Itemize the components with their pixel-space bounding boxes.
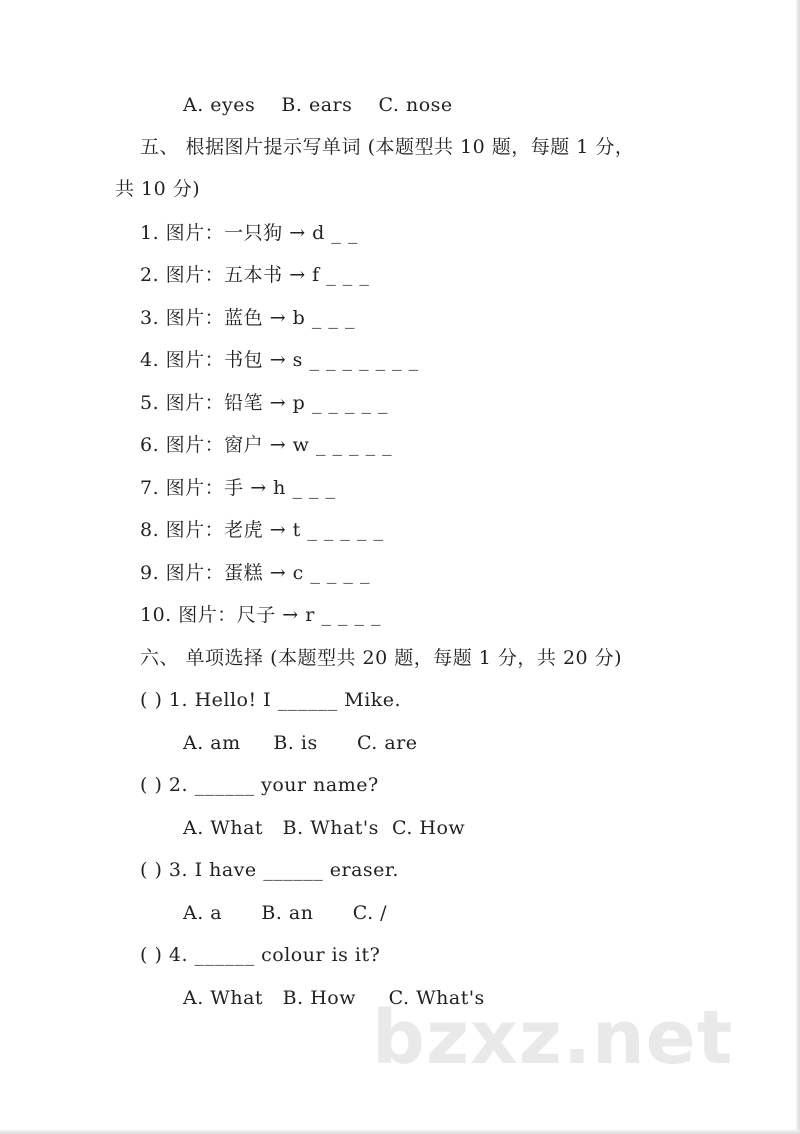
options-line: A. am B. is C. are bbox=[183, 732, 418, 754]
section-five-heading-cont: 共 10 分) bbox=[115, 178, 201, 200]
word-item: 7. 图片：手 → h _ _ _ bbox=[140, 477, 336, 499]
options-line: A. What B. How C. What's bbox=[183, 987, 485, 1009]
options-line: A. eyes B. ears C. nose bbox=[183, 94, 453, 116]
question-line: ( ) 4. ______ colour is it? bbox=[140, 944, 381, 966]
section-six-heading: 六、 单项选择 (本题型共 20 题，每题 1 分，共 20 分) bbox=[140, 647, 623, 669]
word-item: 8. 图片：老虎 → t _ _ _ _ _ bbox=[140, 519, 384, 541]
question-line: ( ) 2. ______ your name? bbox=[140, 774, 379, 796]
watermark: bzxz.net bbox=[372, 995, 734, 1081]
word-item: 1. 图片：一只狗 → d _ _ bbox=[140, 222, 358, 244]
page-edge-right bbox=[796, 0, 800, 1134]
word-item: 4. 图片：书包 → s _ _ _ _ _ _ _ bbox=[140, 349, 419, 371]
word-item: 2. 图片：五本书 → f _ _ _ bbox=[140, 264, 370, 286]
options-line: A. a B. an C. / bbox=[183, 902, 388, 924]
word-item: 9. 图片：蛋糕 → c _ _ _ _ bbox=[140, 562, 370, 584]
word-item: 10. 图片：尺子 → r _ _ _ _ bbox=[140, 604, 381, 626]
section-five-heading: 五、 根据图片提示写单词 (本题型共 10 题，每题 1 分， bbox=[140, 136, 635, 158]
word-item: 3. 图片：蓝色 → b _ _ _ bbox=[140, 307, 355, 329]
word-item: 5. 图片：铅笔 → p _ _ _ _ _ bbox=[140, 392, 389, 414]
page-edge-bottom bbox=[0, 1130, 800, 1134]
question-line: ( ) 1. Hello! I ______ Mike. bbox=[140, 689, 402, 711]
options-line: A. What B. What's C. How bbox=[183, 817, 466, 839]
question-line: ( ) 3. I have ______ eraser. bbox=[140, 859, 399, 881]
word-item: 6. 图片：窗户 → w _ _ _ _ _ bbox=[140, 434, 393, 456]
